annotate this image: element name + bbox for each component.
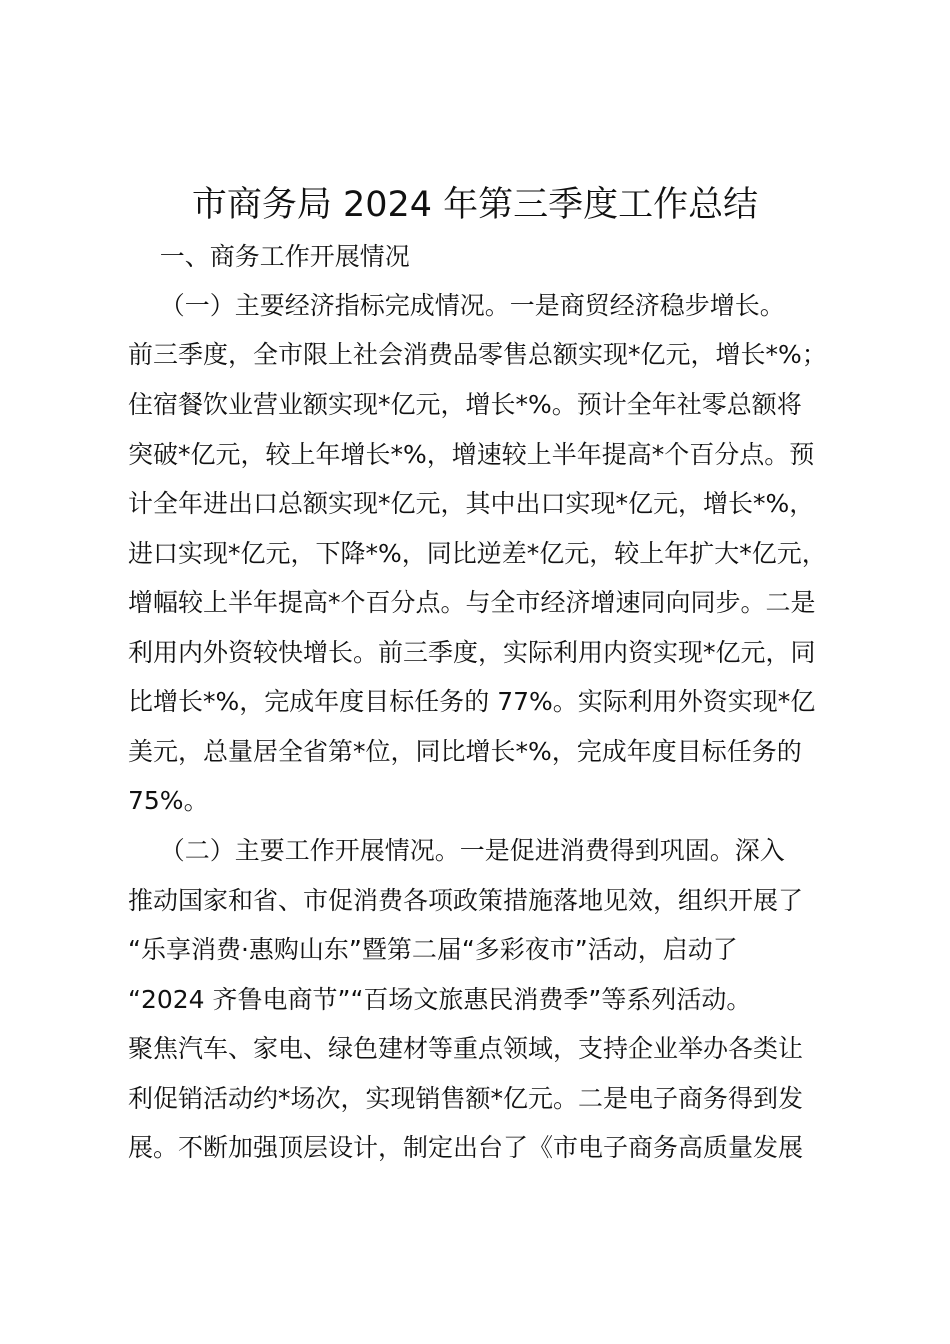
- paragraph-line: （一）主要经济指标完成情况。一是商贸经济稳步增长。: [128, 291, 785, 320]
- paragraph-line: 聚焦汽车、家电、绿色建材等重点领域，支持企业举办各类让: [128, 1034, 804, 1063]
- paragraph-line: 增幅较上半年提高*个百分点。与全市经济增速同向同步。二是: [128, 588, 816, 617]
- paragraph-line: 展。不断加强顶层设计，制定出台了《市电子商务高质量发展: [128, 1133, 804, 1162]
- paragraph-line: 利用内外资较快增长。前三季度，实际利用内资实现*亿元，同: [128, 638, 816, 667]
- paragraph-line: 进口实现*亿元，下降*%，同比逆差*亿元，较上年扩大*亿元，: [128, 539, 827, 568]
- paragraph-line: 前三季度，全市限上社会消费品零售总额实现*亿元，增长*%；: [128, 340, 827, 369]
- paragraph-line: 计全年进出口总额实现*亿元，其中出口实现*亿元，增长*%，: [128, 489, 815, 518]
- paragraph-line: 推动国家和省、市促消费各项政策措施落地见效，组织开展了: [128, 886, 804, 915]
- paragraph-line: 美元，总量居全省第*位，同比增长*%，完成年度目标任务的: [128, 737, 802, 766]
- document-title: 市商务局 2024 年第三季度工作总结: [191, 185, 759, 225]
- paragraph-line: 75%。: [128, 786, 209, 815]
- paragraph-line: 比增长*%，完成年度目标任务的 77%。实际利用外资实现*亿: [128, 687, 816, 716]
- section-heading: 一、商务工作开展情况: [128, 242, 410, 271]
- paragraph-line: 住宿餐饮业营业额实现*亿元，增长*%。预计全年社零总额将: [128, 390, 802, 419]
- paragraph-line: 利促销活动约*场次，实现销售额*亿元。二是电子商务得到发: [128, 1084, 804, 1113]
- paragraph-line: “乐享消费·惠购山东”暨第二届“多彩夜市”活动，启动了: [128, 935, 738, 964]
- paragraph-line: （二）主要工作开展情况。一是促进消费得到巩固。深入: [128, 836, 785, 865]
- paragraph-line: “2024 齐鲁电商节”“百场文旅惠民消费季”等系列活动。: [128, 985, 752, 1014]
- paragraph-line: 突破*亿元，较上年增长*%，增速较上半年提高*个百分点。预: [128, 440, 815, 469]
